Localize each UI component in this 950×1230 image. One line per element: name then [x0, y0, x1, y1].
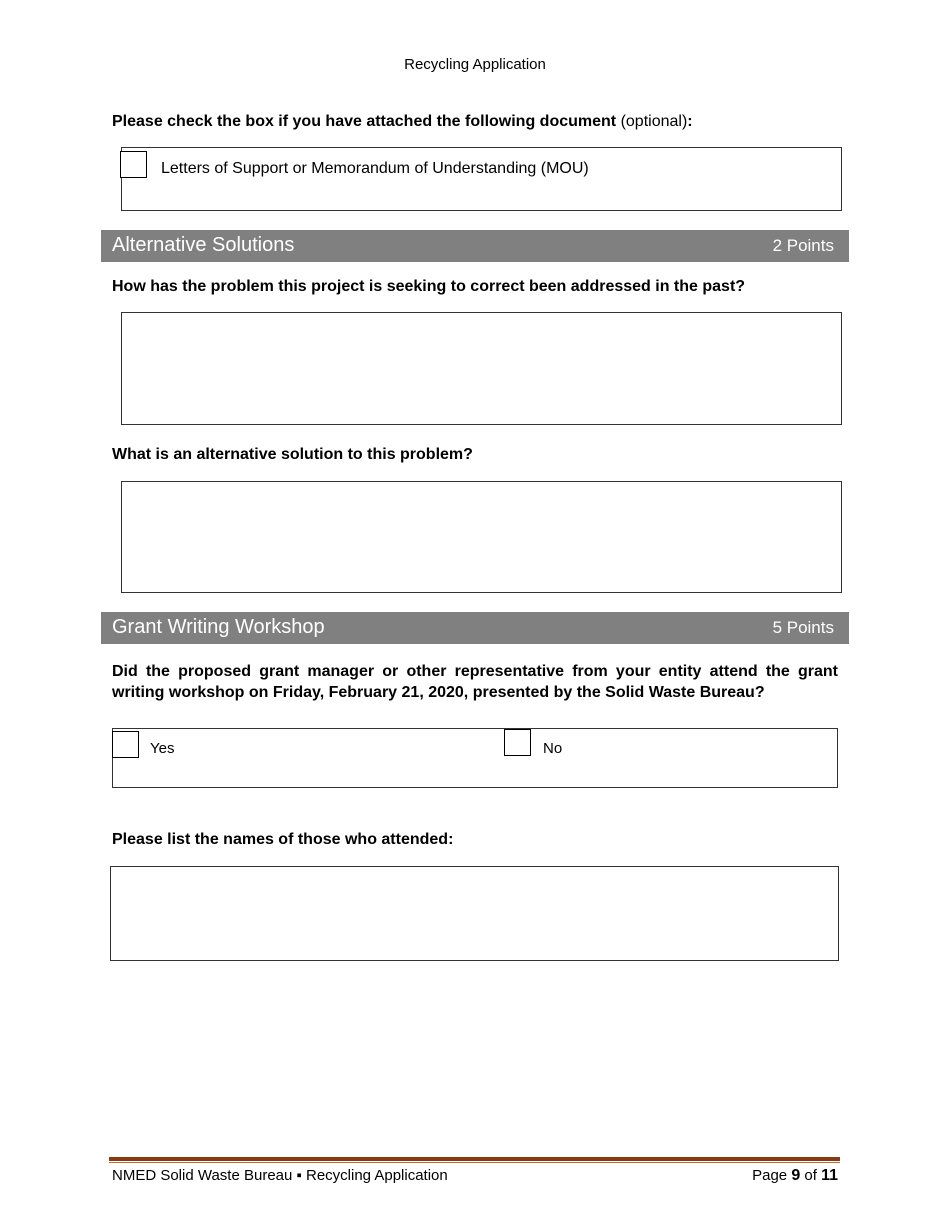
mou-checkbox[interactable] — [120, 151, 147, 178]
past-approach-question: How has the problem this project is seeking to correct been addressed in the past? — [112, 278, 746, 295]
section-title: Alternative Solutions — [112, 234, 295, 256]
optional-label: (optional) — [620, 113, 688, 130]
page-current: 9 — [791, 1167, 801, 1184]
page-number — [752, 1167, 838, 1185]
no-label: No — [543, 740, 563, 757]
section-alternative-solutions — [101, 230, 849, 262]
attachment-question — [112, 113, 693, 131]
past-approach-textarea[interactable] — [121, 312, 842, 425]
yes-checkbox[interactable] — [112, 731, 139, 758]
alternative-solution-question: What is an alternative solution to this problem? — [112, 446, 473, 463]
question-colon: : — [687, 113, 693, 130]
section-points: 2 Points — [772, 236, 834, 255]
yes-label: Yes — [150, 740, 175, 757]
page-total: 11 — [821, 1167, 838, 1184]
section-title: Grant Writing Workshop — [112, 616, 325, 638]
no-checkbox[interactable] — [504, 729, 531, 756]
section-points: 5 Points — [772, 618, 834, 637]
workshop-attendance-options — [112, 728, 838, 788]
section-grant-writing-workshop — [101, 612, 849, 644]
page-prefix: Page — [752, 1167, 788, 1184]
attachment-box — [121, 147, 842, 211]
page-header-title: Recycling Application — [404, 56, 546, 73]
page-of: of — [804, 1167, 817, 1184]
footer-rule-thin — [109, 1162, 840, 1163]
mou-label: Letters of Support or Memorandum of Understanding (MOU) — [161, 160, 589, 177]
footer-rule — [109, 1157, 840, 1161]
footer-left-text: NMED Solid Waste Bureau ▪ Recycling Application — [112, 1167, 448, 1184]
alternative-solution-textarea[interactable] — [121, 481, 842, 593]
attachment-question-text: Please check the box if you have attached the following document — [112, 113, 617, 130]
workshop-attendance-question: Did the proposed grant manager or other representative from your entity attend the grant writing workshop on Friday, February 21, 2020, presented by the Solid Waste Bureau? — [112, 663, 838, 701]
attendees-textarea[interactable] — [110, 866, 839, 961]
attendees-question: Please list the names of those who attended: — [112, 831, 454, 848]
